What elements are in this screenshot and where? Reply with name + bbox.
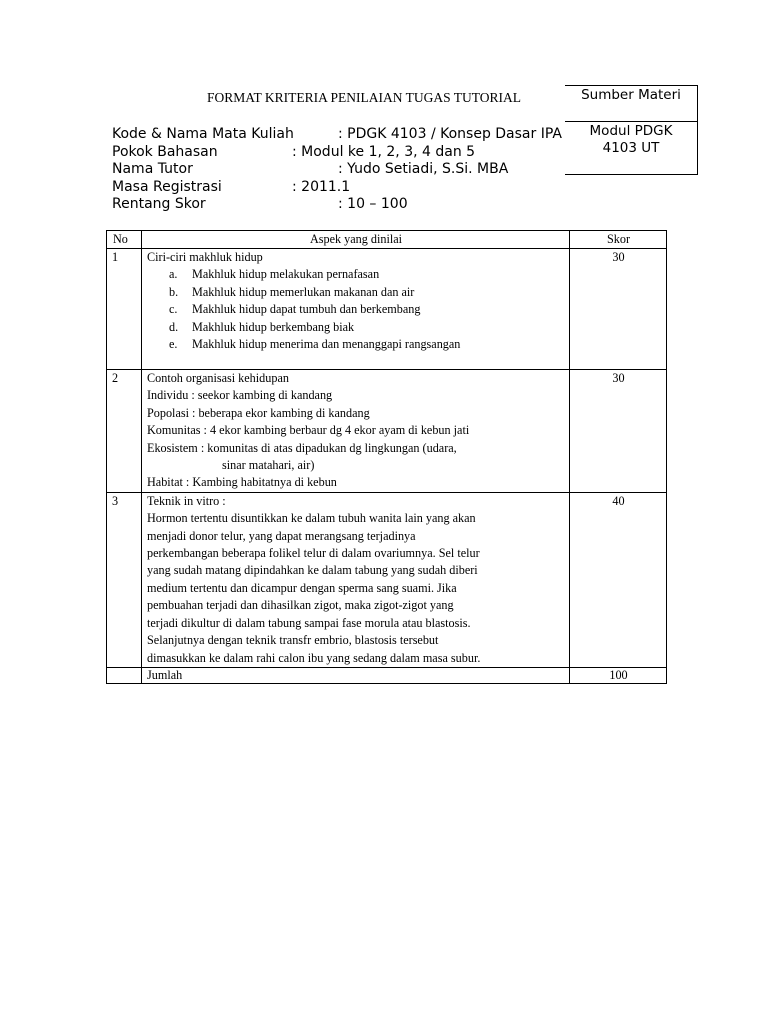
text-line: Individu : seekor kambing di kandang bbox=[147, 388, 333, 403]
table-header-row bbox=[107, 231, 667, 249]
characteristics-list bbox=[147, 266, 565, 353]
info-label: Rentang Skor bbox=[112, 196, 206, 212]
info-label: Kode & Nama Mata Kuliah bbox=[112, 126, 294, 142]
list-item-text: Makhluk hidup menerima dan menanggapi rangsangan bbox=[192, 337, 461, 352]
total-no-cell bbox=[107, 667, 142, 683]
info-value: : 2011.1 bbox=[292, 178, 351, 195]
text-line: Contoh organisasi kehidupan bbox=[147, 371, 289, 385]
text-line: perkembangan beberapa folikel telur di dalam ovariumnya. Sel telur bbox=[147, 546, 480, 561]
total-label: Jumlah bbox=[142, 667, 570, 683]
row-number: 3 bbox=[107, 492, 142, 667]
text-line: menjadi donor telur, yang dapat merangsang terjadinya bbox=[147, 528, 416, 543]
text-line: Teknik in vitro : bbox=[147, 493, 226, 508]
text-line: terjadi dikultur di dalam tabung sampai fase morula atau blastosis. bbox=[147, 615, 471, 630]
header-no: No bbox=[107, 231, 142, 249]
source-material-label: Sumber Materi bbox=[581, 87, 681, 103]
list-marker: d. bbox=[169, 319, 179, 334]
list-marker: b. bbox=[169, 284, 179, 299]
info-value: : Yudo Setiadi, S.Si. MBA bbox=[338, 161, 509, 177]
text-line: Ekosistem : komunitas di atas dipadukan dg lingkungan (udara, bbox=[147, 440, 457, 455]
text-line: Hormon tertentu disuntikkan ke dalam tubuh wanita lain yang akan bbox=[147, 511, 476, 526]
list-item bbox=[147, 336, 565, 353]
list-item bbox=[147, 301, 565, 318]
row-aspect-title: Ciri-ciri makhluk hidup bbox=[147, 250, 263, 264]
info-label: Masa Registrasi bbox=[112, 178, 222, 195]
text-line: sinar matahari, air) bbox=[222, 458, 315, 473]
table-row bbox=[107, 249, 667, 370]
document-title: FORMAT KRITERIA PENILAIAN TUGAS TUTORIAL bbox=[207, 90, 522, 105]
row-score: 30 bbox=[570, 370, 667, 493]
list-item-text: Makhluk hidup dapat tumbuh dan berkembang bbox=[192, 302, 421, 317]
total-score: 100 bbox=[570, 667, 667, 683]
list-marker: a. bbox=[169, 267, 178, 282]
list-marker: c. bbox=[169, 302, 178, 317]
row-aspect bbox=[142, 370, 570, 493]
text-line: Popolasi : beberapa ekor kambing di kandang bbox=[147, 405, 370, 420]
row-aspect bbox=[142, 492, 570, 667]
header-aspect: Aspek yang dinilai bbox=[142, 231, 570, 249]
list-item bbox=[147, 284, 565, 301]
row-score: 40 bbox=[570, 492, 667, 667]
text-line: Selanjutnya dengan teknik transfr embrio, blastosis tersebut bbox=[147, 633, 439, 648]
source-value-line-2: 4103 UT bbox=[602, 140, 660, 156]
assessment-table bbox=[106, 230, 667, 684]
info-label: Nama Tutor bbox=[112, 161, 193, 177]
course-info bbox=[112, 126, 565, 216]
list-item-text: Makhluk hidup berkembang biak bbox=[192, 319, 355, 334]
list-marker: e. bbox=[169, 337, 178, 352]
list-item bbox=[147, 319, 565, 336]
info-label: Pokok Bahasan bbox=[112, 143, 218, 160]
list-item-text: Makhluk hidup memerlukan makanan dan air bbox=[192, 284, 415, 299]
row-number: 1 bbox=[107, 249, 142, 370]
text-line: Komunitas : 4 ekor kambing berbaur dg 4 ekor ayam di kebun jati bbox=[147, 423, 470, 438]
source-value-line-1: Modul PDGK bbox=[589, 123, 673, 139]
source-material-value bbox=[565, 123, 697, 157]
row-score: 30 bbox=[570, 249, 667, 370]
text-line: pembuahan terjadi dan dihasilkan zigot, maka zigot-zigot yang bbox=[147, 598, 454, 613]
text-line: yang sudah matang dipindahkan ke dalam tabung yang sudah diberi bbox=[147, 563, 478, 578]
row-aspect bbox=[142, 249, 570, 370]
header-score: Skor bbox=[570, 231, 667, 249]
info-value: : Modul ke 1, 2, 3, 4 dan 5 bbox=[292, 143, 476, 160]
list-item-text: Makhluk hidup melakukan pernafasan bbox=[192, 267, 380, 282]
text-line: Habitat : Kambing habitatnya di kebun bbox=[147, 475, 337, 490]
source-material-box bbox=[565, 85, 698, 175]
table-row bbox=[107, 492, 667, 667]
text-line: dimasukkan ke dalam rahi calon ibu yang sedang dalam masa subur. bbox=[147, 650, 481, 665]
text-line: medium tertentu dan dicampur dengan sperma sang suami. Jika bbox=[147, 580, 457, 595]
total-row bbox=[107, 667, 667, 683]
list-item bbox=[147, 266, 565, 283]
row-number: 2 bbox=[107, 370, 142, 493]
info-value: : PDGK 4103 / Konsep Dasar IPA bbox=[338, 126, 562, 142]
info-value: : 10 – 100 bbox=[338, 196, 408, 212]
table-row bbox=[107, 370, 667, 493]
